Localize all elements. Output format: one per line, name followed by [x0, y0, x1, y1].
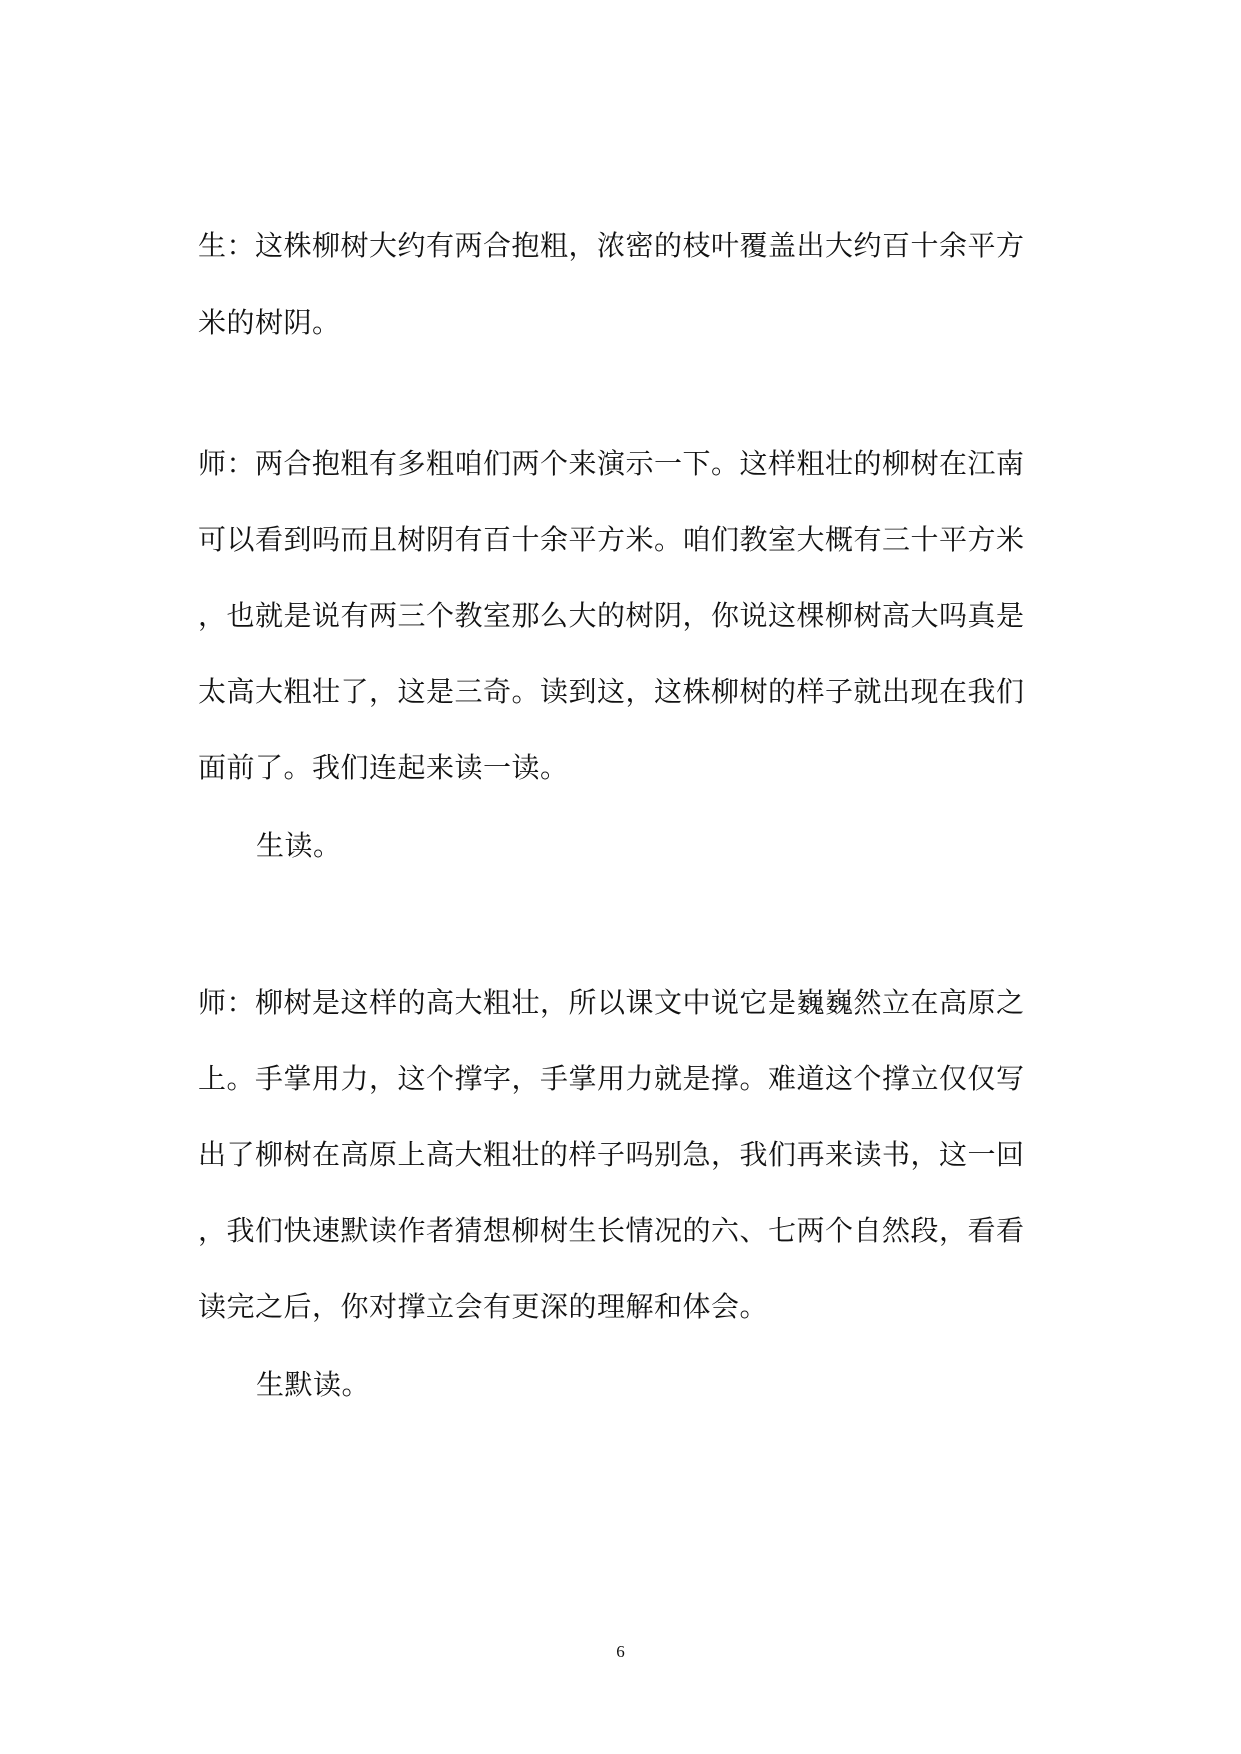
paragraph-2-line-4: 太高大粗壮了，这是三奇。读到这，这株柳树的样子就出现在我们	[198, 675, 1025, 708]
paragraph-4-line-2: 上。手掌用力，这个撑字，手掌用力就是撑。难道这个撑立仅仅写	[198, 1062, 1025, 1095]
paragraph-3-line-1: 生读。	[256, 829, 342, 862]
paragraph-5-line-1: 生默读。	[256, 1368, 371, 1401]
paragraph-2-line-2: 可以看到吗而且树阴有百十余平方米。咱们教室大概有三十平方米	[198, 523, 1025, 556]
paragraph-4-line-5: 读完之后，你对撑立会有更深的理解和体会。	[198, 1290, 769, 1323]
page-number: 6	[616, 1642, 625, 1661]
paragraph-1-line-1: 生：这株柳树大约有两合抱粗，浓密的枝叶覆盖出大约百十余平方	[198, 229, 1025, 262]
paragraph-2-line-1: 师：两合抱粗有多粗咱们两个来演示一下。这样粗壮的柳树在江南	[198, 447, 1025, 480]
paragraph-4-line-3: 出了柳树在高原上高大粗壮的样子吗别急，我们再来读书，这一回	[198, 1138, 1025, 1171]
paragraph-4-line-1: 师：柳树是这样的高大粗壮，所以课文中说它是巍巍然立在高原之	[198, 986, 1025, 1019]
paragraph-4-line-4: ，我们快速默读作者猜想柳树生长情况的六、七两个自然段，看看	[198, 1214, 1025, 1247]
paragraph-1-line-2: 米的树阴。	[198, 306, 341, 339]
paragraph-2-line-5: 面前了。我们连起来读一读。	[198, 751, 569, 784]
paragraph-2-line-3: ，也就是说有两三个教室那么大的树阴，你说这棵柳树高大吗真是	[198, 599, 1025, 632]
